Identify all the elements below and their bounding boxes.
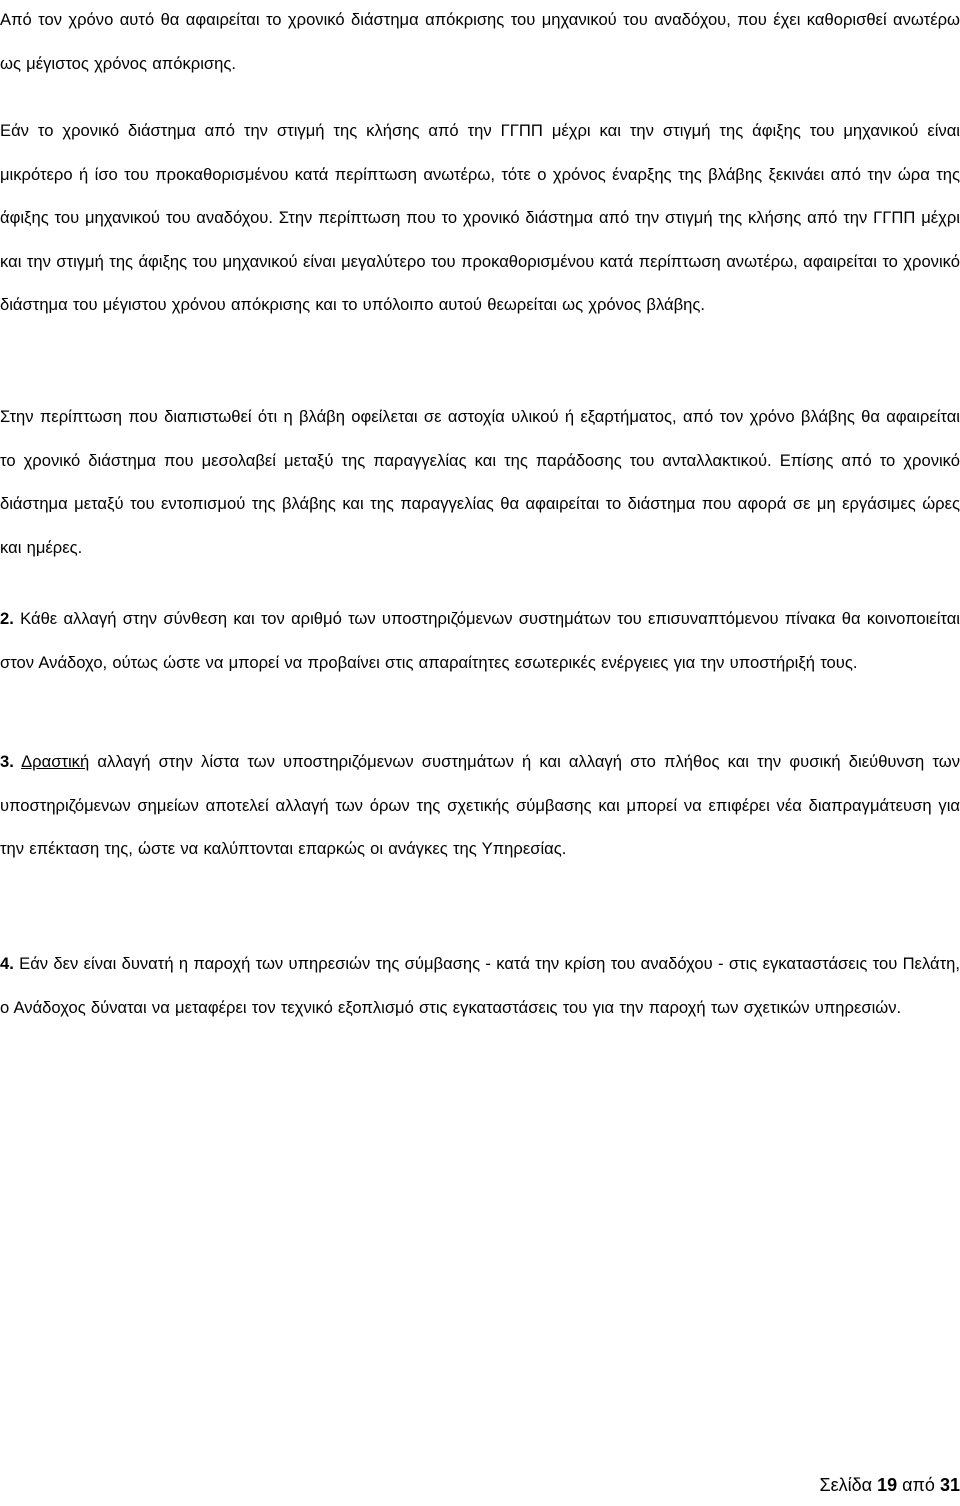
- page-total: 31: [939, 1475, 960, 1495]
- page-word: Σελίδα: [819, 1475, 873, 1495]
- item-3-first-word: Δραστική: [21, 752, 90, 771]
- item-2-text: Κάθε αλλαγή στην σύνθεση και τον αριθμό των υποστηριζόμενων συστημάτων του επισυναπτόμενου πίνακα θα κοινοποιείται στον Ανάδοχο, ούτως ώστε να μπορεί να προβαίνει στις απαραίτητες εσωτερικές ενέργειες για την υποστήριξή τους.: [0, 609, 960, 672]
- item-3-text: αλλαγή στην λίστα των υποστηριζόμενων συστημάτων ή και αλλαγή στο πλήθος και την φυσική διεύθυνση των υποστηριζόμενων σημείων αποτελεί αλλαγή των όρων της σχετικής σύμβασης και μπορεί να επιφέρει νέα διαπραγμάτευση για την επέκταση της, ώστε να καλύπτονται επαρκώς οι ανάγκες της Υπηρεσίας.: [0, 752, 960, 858]
- item-4-text: Εάν δεν είναι δυνατή η παροχή των υπηρεσιών της σύμβασης - κατά την κρίση του αναδόχου - στις εγκαταστάσεις του Πελάτη, ο Ανάδοχος δύναται να μεταφέρει τον τεχνικό εξοπλισμό στις εγκαταστάσεις του για την παροχή των σχετικών υπηρεσιών.: [0, 954, 960, 1017]
- paragraph-item-3: [0, 740, 960, 871]
- page-footer: [819, 1472, 960, 1498]
- page-number: 19: [877, 1475, 898, 1495]
- paragraph-response-time: Από τον χρόνο αυτό θα αφαιρείται το χρονικό διάστημα απόκρισης του μηχανικού του αναδόχου, που έχει καθορισθεί ανωτέρω ως μέγιστος χρόνος απόκρισης.: [0, 10, 960, 73]
- paragraph-material-failure: Στην περίπτωση που διαπιστωθεί ότι η βλάβη οφείλεται σε αστοχία υλικού ή εξαρτήματος, από τον χρόνο βλάβης θα αφαιρείται το χρονικό διάστημα που μεσολαβεί μεταξύ της παραγγελίας και της παράδοσης του ανταλλακτικού. Επίσης από το χρονικό διάστημα μεταξύ του εντοπισμού της βλάβης και της παραγγελίας θα αφαιρείται το διάστημα που αφορά σε μη εργάσιμες ώρες και ημέρες.: [0, 407, 960, 557]
- item-2-number: 2.: [0, 609, 14, 628]
- paragraph-item-4: [0, 942, 960, 1029]
- of-word: από: [902, 1475, 935, 1495]
- item-3-number: 3.: [0, 752, 14, 771]
- item-4-number: 4.: [0, 954, 14, 973]
- paragraph-item-2: [0, 597, 960, 684]
- paragraph-failure-start-time: Εάν το χρονικό διάστημα από την στιγμή της κλήσης από την ΓΓΠΠ μέχρι και την στιγμή της άφιξης του μηχανικού είναι μικρότερο ή ίσο του προκαθορισμένου κατά περίπτωση ανωτέρω, τότε ο χρόνος έναρξης της βλάβης ξεκινάει από την ώρα της άφιξης του μηχανικού του αναδόχου. Στην περίπτωση που το χρονικό διάστημα από την στιγμή της κλήσης από την ΓΓΠΠ μέχρι και την στιγμή της άφιξης του μηχανικού είναι μεγαλύτερο του προκαθορισμένου κατά περίπτωση ανωτέρω, αφαιρείται το χρονικό διάστημα του μέγιστου χρόνου απόκρισης και το υπόλοιπο αυτού θεωρείται ως χρόνος βλάβης.: [0, 121, 960, 314]
